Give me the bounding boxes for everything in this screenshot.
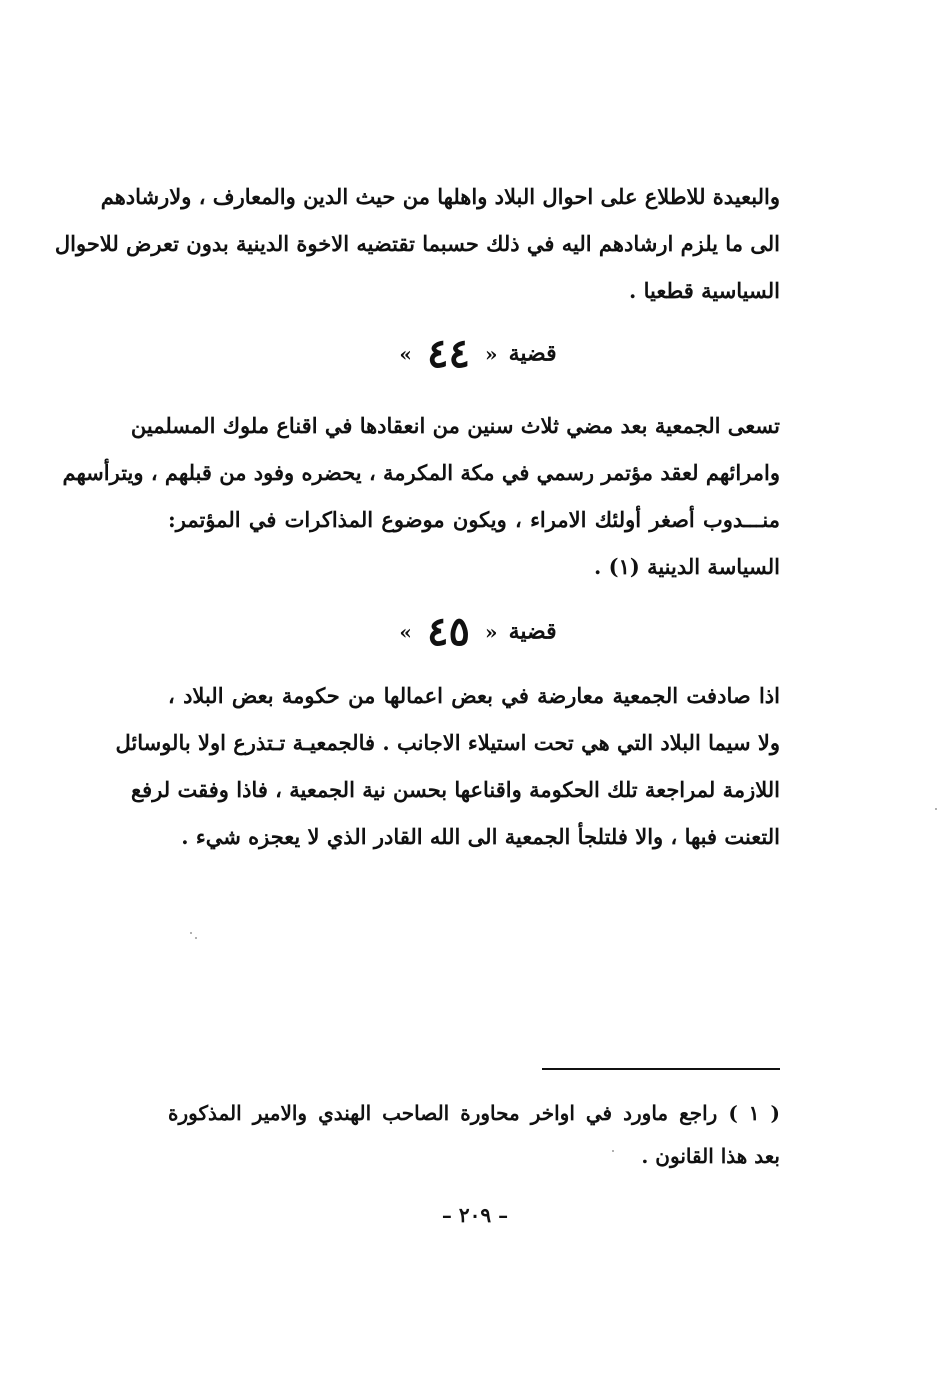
text-line: والبعيدة للاطلاع على احوال البلاد واهلها من حيث الدين والمعارف ، ولارشادهم — [100, 184, 780, 209]
heading-word: قضية — [508, 618, 557, 645]
text-line: منـــدوب أصغر أولئك الامراء ، ويكون موضوع المذاكرات في المؤتمر: — [168, 507, 780, 532]
close-quote: » — [399, 619, 412, 644]
section-heading-45 — [0, 608, 950, 655]
text-line: وامرائهم لعقد مؤتمر رسمي في مكة المكرمة ، يحضره وفود من قبلهم ، ويترأسهم — [62, 460, 780, 485]
open-quote: « — [485, 341, 498, 366]
text-line: اللازمة لمراجعة تلك الحكومة واقناعها بحسن نية الجمعية ، فاذا وفقت لرفع — [130, 777, 780, 802]
text-line: التعنت فبها ، والا فلتلجأ الجمعية الى الله القادر الذي لا يعجزه شيء . — [181, 824, 780, 849]
page-number: – ٢٠٩ – — [441, 1203, 509, 1227]
text-line: ولا سيما البلاد التي هي تحت استيلاء الاجانب . فالجمعيـة تـتذرع اولا بالوسائل — [115, 730, 780, 755]
text-line: الى ما يلزم ارشادهم اليه في ذلك حسبما تقتضيه الاخوة الدينية بدون تعرض للاحوال — [54, 231, 780, 256]
section-number: ٤٤ — [426, 330, 470, 377]
footnote-line: ( ١ ) راجع ماورد في اواخر محاورة الصاحب الهندي والامير المذكورة — [168, 1101, 780, 1125]
text-line: اذا صادفت الجمعية معارضة في بعض اعمالها من حكومة بعض البلاد ، — [168, 683, 780, 708]
section-45-paragraph — [115, 672, 780, 860]
scan-speck — [190, 932, 192, 934]
open-quote: « — [485, 619, 498, 644]
footnote-line: بعد هذا القانون . — [641, 1144, 780, 1168]
scan-speck — [195, 937, 197, 939]
heading-word: قضية — [508, 340, 557, 367]
section-44-paragraph — [62, 402, 780, 590]
section-number: ٤٥ — [426, 608, 470, 655]
section-heading-44 — [0, 330, 950, 377]
intro-paragraph — [54, 173, 780, 314]
text-line: السياسة الدينية (١) . — [594, 554, 780, 579]
close-quote: » — [399, 341, 412, 366]
scan-speck — [935, 808, 937, 810]
footnote — [168, 1092, 780, 1178]
scan-speck — [612, 1150, 614, 1152]
footnote-separator — [542, 1068, 780, 1070]
text-line: تسعى الجمعية بعد مضي ثلاث سنين من انعقادها في اقناع ملوك المسلمين — [130, 413, 780, 438]
text-line: السياسية قطعيا . — [629, 278, 780, 303]
